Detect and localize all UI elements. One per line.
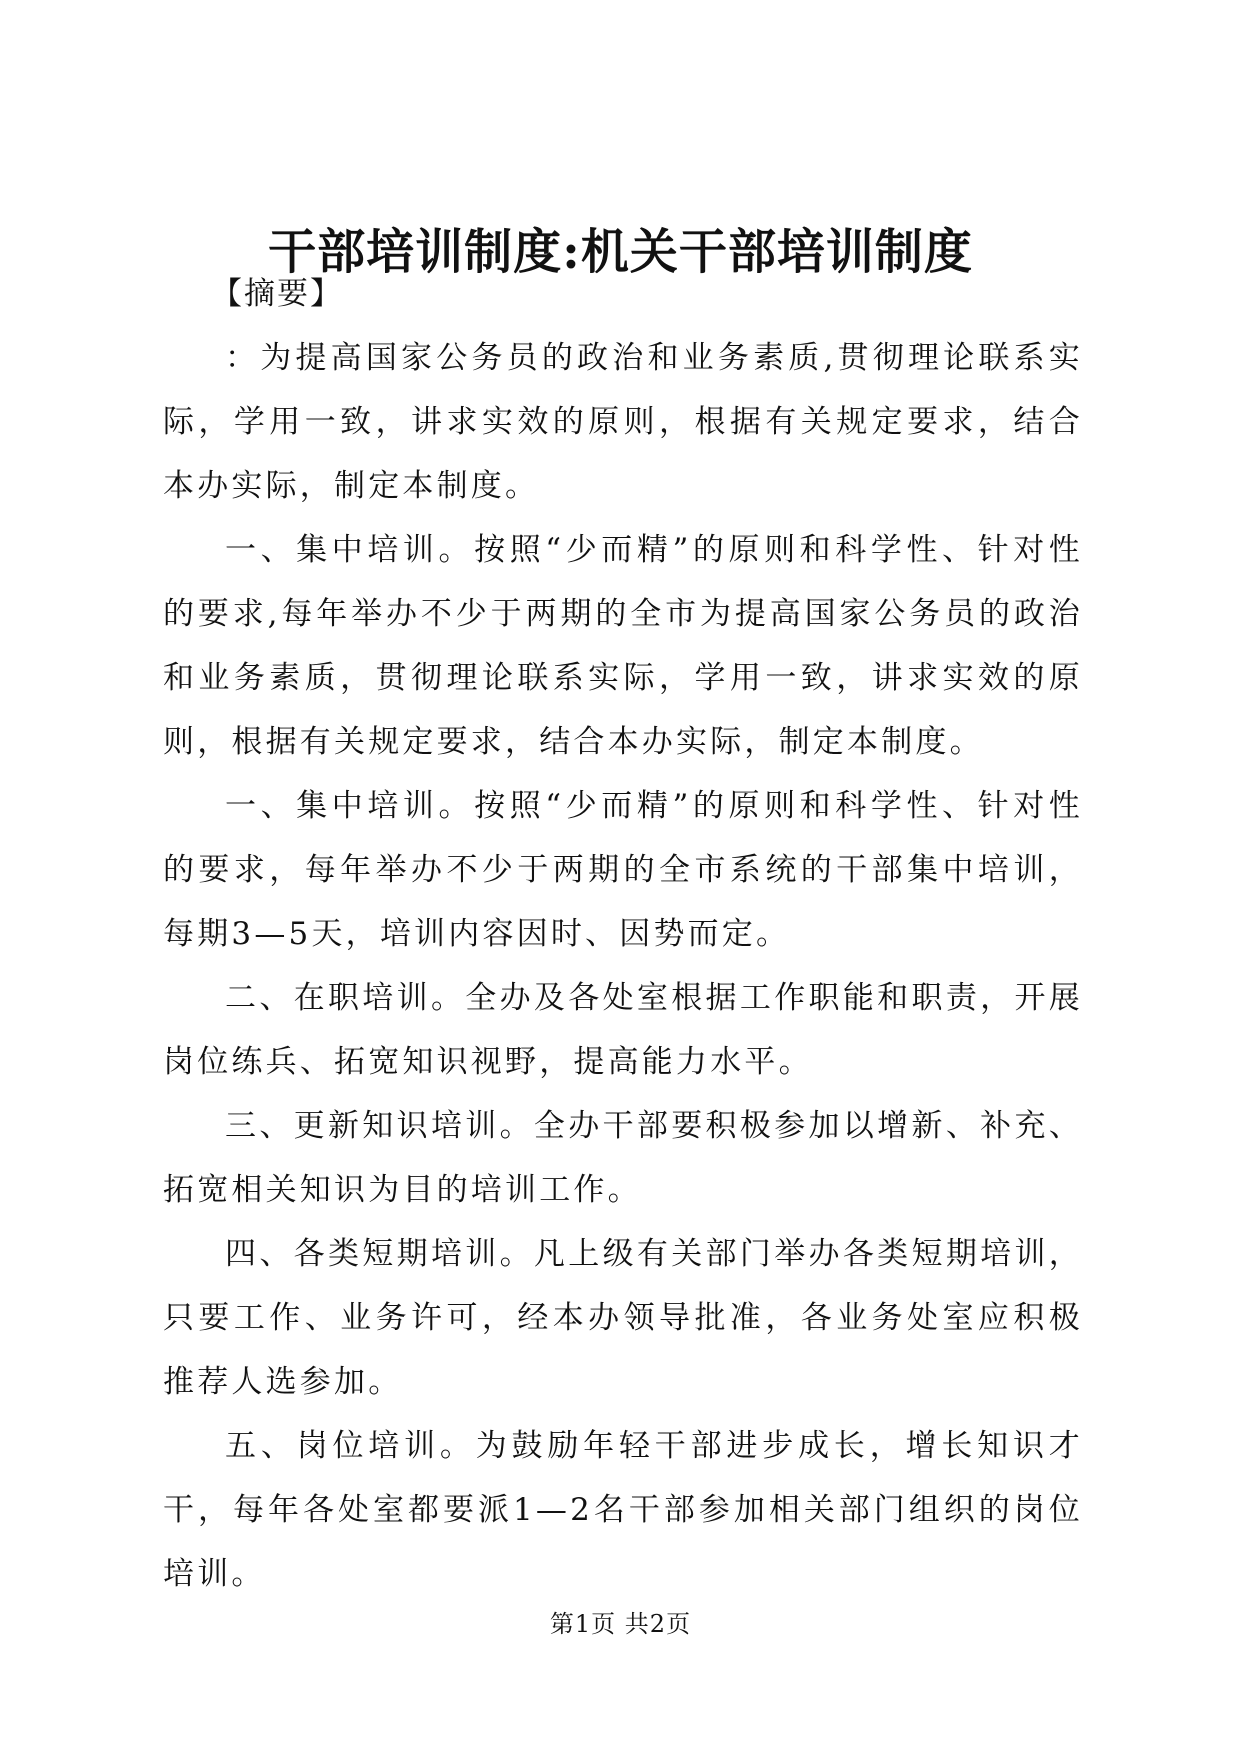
paragraph-4: 三、更新知识培训。全办干部要积极参加以增新、补充、拓宽相关知识为目的培训工作。 (163, 1108, 1083, 1208)
page-footer (0, 1608, 1241, 1640)
paragraph-6: 五、岗位培训。为鼓励年轻干部进步成长，增长知识才干，每年各处室都要派1—2名干部参加相关部门组织的岗位培训。 (163, 1428, 1083, 1592)
paragraph-3: 二、在职培训。全办及各处室根据工作职能和职责，开展岗位练兵、拓宽知识视野，提高能力水平。 (163, 980, 1083, 1080)
document-body (163, 262, 1083, 1606)
paragraph-intro: ：为提高国家公务员的政治和业务素质,贯彻理论联系实际，学用一致，讲求实效的原则，根据有关规定要求，结合本办实际，制定本制度。 (163, 340, 1083, 504)
abstract-heading: 【摘要】 (211, 276, 343, 312)
paragraph-5: 四、各类短期培训。凡上级有关部门举办各类短期培训，只要工作、业务许可，经本办领导批准，各业务处室应积极推荐人选参加。 (163, 1236, 1083, 1400)
paragraph-1: 一、集中培训。按照“少而精”的原则和科学性、针对性的要求,每年举办不少于两期的全市为提高国家公务员的政治和业务素质，贯彻理论联系实际，学用一致，讲求实效的原则，根据有关规定要求，结合本办实际，制定本制度。 (163, 532, 1083, 760)
paragraph-2: 一、集中培训。按照“少而精”的原则和科学性、针对性的要求，每年举办不少于两期的全市系统的干部集中培训，每期3—5天，培训内容因时、因势而定。 (163, 788, 1083, 952)
page-indicator: 第1页 共2页 (549, 1610, 692, 1638)
document-title: 干部培训制度:机关干部培训制度 (268, 224, 973, 280)
